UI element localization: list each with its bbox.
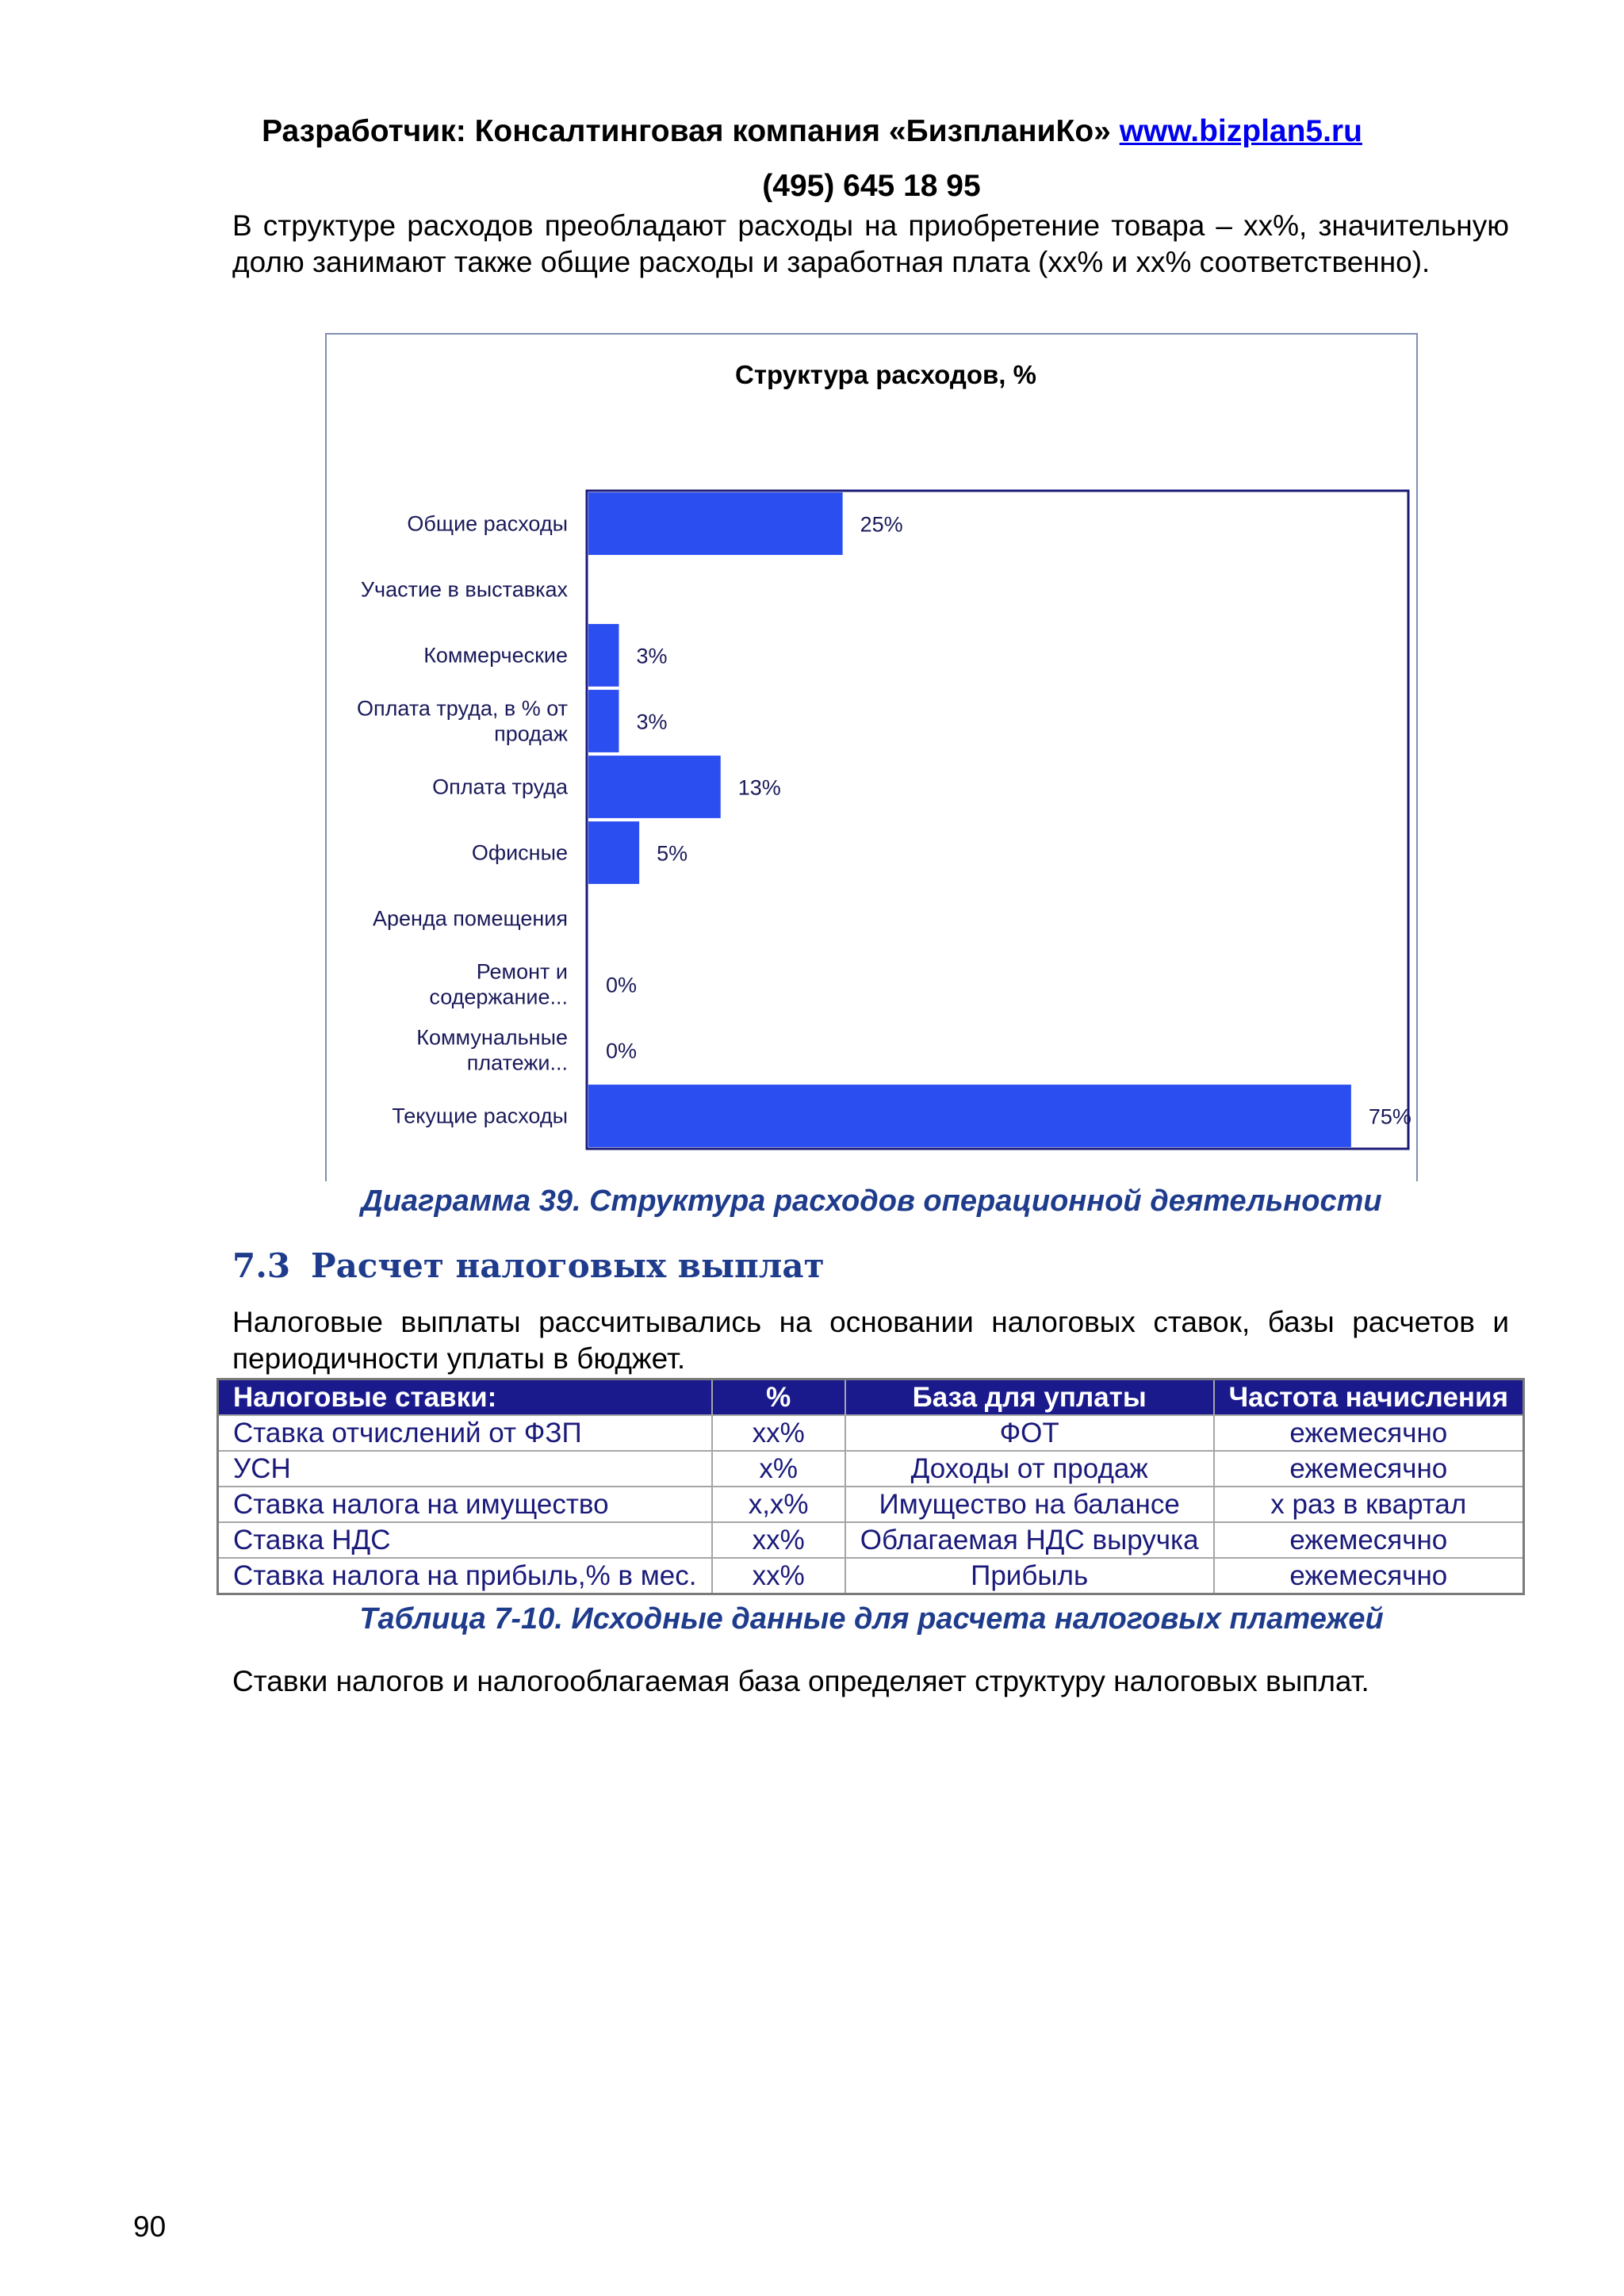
table-cell: Ставка отчислений от ФЗП (218, 1415, 712, 1451)
table-cell: ежемесячно (1214, 1522, 1524, 1558)
table-cell: Ставка налога на прибыль,% в мес. (218, 1558, 712, 1594)
bar (588, 624, 619, 687)
table-caption: Таблица 7-10. Исходные данные для расчета налоговых платежей (359, 1602, 1384, 1636)
plot-area (587, 491, 1408, 1149)
table-cell: Имущество на балансе (845, 1487, 1214, 1522)
table-cell: х,х% (712, 1487, 845, 1522)
table-cell: хх% (712, 1558, 845, 1594)
intro-paragraph: В структуре расходов преобладают расходы на приобретение товара – хх%, значительную долю занимают также общие расходы и заработная плата (хх% и хх% соответственно). (232, 209, 1509, 278)
data-label: 3% (636, 644, 668, 668)
table-cell: хх% (712, 1522, 845, 1558)
bar (588, 756, 721, 818)
bar (588, 492, 843, 555)
table-cell: Ставка НДС (218, 1522, 712, 1558)
header-phone: (495) 645 18 95 (762, 169, 981, 203)
bar (588, 821, 639, 884)
closing-paragraph: Ставки налогов и налогооблагаемая база определяет структуру налоговых выплат. (232, 1665, 1369, 1697)
table-cell: УСН (218, 1451, 712, 1487)
y-tick-label: Ремонт и содержание... (429, 959, 568, 1009)
bar (588, 690, 619, 752)
website-link[interactable]: www.bizplan5.ru (1119, 114, 1362, 148)
table-cell: ежемесячно (1214, 1415, 1524, 1451)
data-label: 5% (657, 841, 688, 866)
table-cell: х раз в квартал (1214, 1487, 1524, 1522)
chart-caption: Диаграмма 39. Структура расходов операционной деятельности (361, 1184, 1382, 1218)
table-row (218, 1558, 1524, 1594)
table-cell: ФОТ (845, 1415, 1214, 1451)
y-tick-label: Коммерческие (423, 643, 568, 668)
header-developer (0, 111, 1624, 152)
header-cell: Налоговые ставки: (218, 1380, 712, 1416)
y-tick-label: Офисные (471, 840, 568, 865)
table-cell: ежемесячно (1214, 1451, 1524, 1487)
table-row (218, 1522, 1524, 1558)
table-cell: Ставка налога на имущество (218, 1487, 712, 1522)
header-cell: % (712, 1380, 845, 1416)
table-cell: Доходы от продаж (845, 1451, 1214, 1487)
y-tick-label: Коммунальные платежи... (416, 1025, 568, 1075)
table-row (218, 1415, 1524, 1451)
table-cell: хх% (712, 1415, 845, 1451)
table-row (218, 1487, 1524, 1522)
section-paragraph: Налоговые выплаты рассчитывались на основании налоговых ставок, базы расчетов и периодичности уплаты в бюджет. (232, 1306, 1509, 1375)
data-label: 3% (636, 710, 668, 734)
y-tick-label: Текущие расходы (392, 1104, 568, 1128)
y-tick-label: Аренда помещения (373, 906, 568, 931)
chart-svg (327, 335, 1416, 1181)
data-label: 0% (606, 973, 638, 997)
bar (588, 1085, 1351, 1147)
tax-table (216, 1378, 1525, 1595)
y-tick-label: Оплата труда (432, 775, 568, 799)
header-cell: База для уплаты (845, 1380, 1214, 1416)
section-number: 7.3 (232, 1246, 291, 1285)
data-label: 0% (606, 1039, 638, 1063)
developer-text: Разработчик: Консалтинговая компания «БизпланиКо» (262, 114, 1120, 148)
section-title: Расчет налоговых выплат (311, 1246, 825, 1285)
chart-title: Структура расходов, % (735, 360, 1036, 389)
y-tick-label: Оплата труда, в % от продаж (357, 696, 568, 746)
page-number: 90 (133, 2210, 167, 2243)
table-cell: ежемесячно (1214, 1558, 1524, 1594)
y-tick-label: Общие расходы (407, 511, 568, 536)
table-cell: Облагаемая НДС выручка (845, 1522, 1214, 1558)
data-label: 75% (1368, 1104, 1411, 1129)
table-row (218, 1451, 1524, 1487)
header-cell: Частота начисления (1214, 1380, 1524, 1416)
tax-table-header-row (218, 1380, 1524, 1416)
table-cell: х% (712, 1451, 845, 1487)
y-tick-label: Участие в выставках (360, 577, 568, 602)
expense-structure-chart (325, 333, 1418, 1181)
data-label: 25% (860, 512, 903, 537)
data-label: 13% (737, 775, 781, 800)
table-cell: Прибыль (845, 1558, 1214, 1594)
